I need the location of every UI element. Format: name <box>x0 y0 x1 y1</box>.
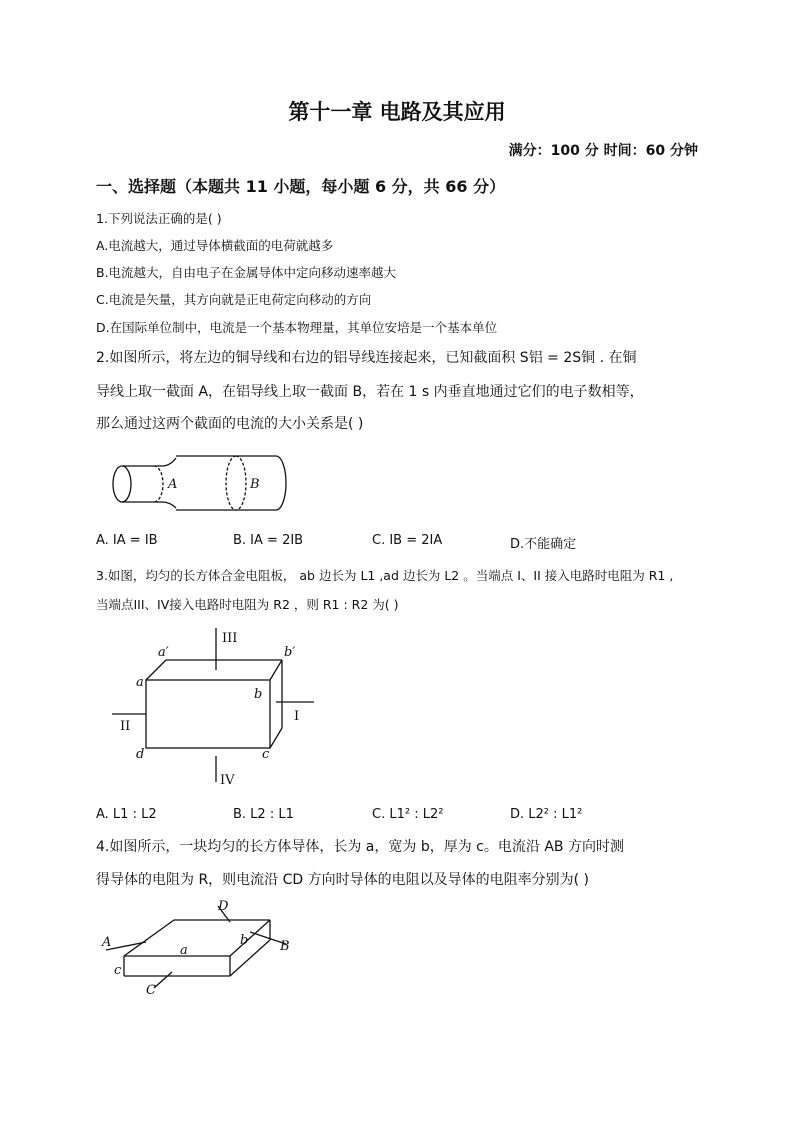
q2-option-d: D.不能确定 <box>510 537 577 552</box>
q3-option-c: C. L1² : L2² <box>372 807 444 822</box>
q4-label-c-terminal: C <box>146 983 156 998</box>
q2-option-b: B. IA = 2IB <box>233 533 304 548</box>
q2-line-2: 导线上取一截面 A，在铝导线上取一截面 B，若在 1 s 内垂直地通过它们的电子数相等， <box>96 384 644 400</box>
q3-line-2: 当端点III、IV接入电路时电阻为 R2 ，则 R1 : R2 为( ) <box>96 597 399 612</box>
q2-fig-label-a: A <box>168 477 178 492</box>
q3-plate-figure <box>104 620 324 792</box>
q4-label-b-width: b <box>240 933 249 948</box>
q1-stem: 1.下列说法正确的是( ) <box>96 211 222 226</box>
q3-terminal-iii: III <box>222 631 238 646</box>
q3-line-1: 3.如图，均匀的长方体合金电阻板， ab 边长为 L1 ,ad 边长为 L2 。当端点 I、II 接入电路时电阻为 R1 , <box>96 568 674 583</box>
q1-option-a: A.电流越大，通过导体横截面的电荷就越多 <box>96 238 334 253</box>
q2-line-3: 那么通过这两个截面的电流的大小关系是( ) <box>96 416 364 432</box>
q4-line-2: 得导体的电阻为 R，则电流沿 CD 方向时导体的电阻以及导体的电阻率分别为( ) <box>96 872 590 888</box>
q1-option-b: B.电流越大，自由电子在金属导体中定向移动速率越大 <box>96 265 397 280</box>
q3-label-b: b <box>254 687 263 702</box>
q2-wire-figure <box>104 448 294 518</box>
q3-label-c: c <box>262 747 270 762</box>
q4-label-a-length: a <box>180 943 188 958</box>
q3-label-b-prime: b′ <box>284 645 296 660</box>
q4-label-c-thickness: c <box>114 963 122 978</box>
q3-option-b: B. L2 : L1 <box>233 807 294 822</box>
q3-terminal-i: I <box>294 709 300 724</box>
page-title: 第十一章 电路及其应用 <box>288 100 506 124</box>
q3-label-d: d <box>136 747 145 762</box>
q4-label-a-terminal: A <box>102 935 112 950</box>
exam-meta: 满分：100 分 时间：60 分钟 <box>508 143 698 159</box>
q3-label-a-prime: a′ <box>158 645 169 660</box>
q2-fig-label-b: B <box>250 477 260 492</box>
q4-label-d: D <box>218 899 229 914</box>
q3-option-a: A. L1 : L2 <box>96 807 157 822</box>
q1-option-d: D.在国际单位制中，电流是一个基本物理量，其单位安培是一个基本单位 <box>96 320 498 335</box>
q1-option-c: C.电流是矢量，其方向就是正电荷定向移动的方向 <box>96 292 372 307</box>
q2-line-1: 2.如图所示，将左边的铜导线和右边的铝导线连接起来，已知截面积 S铝 = 2S铜 . 在铜 <box>96 350 637 366</box>
q3-terminal-iv: IV <box>220 773 235 788</box>
q4-line-1: 4.如图所示，一块均匀的长方体导体，长为 a，宽为 b，厚为 c。电流沿 AB 方向时测 <box>96 839 624 855</box>
q2-option-c: C. IB = 2IA <box>372 533 443 548</box>
q2-option-a: A. IA = IB <box>96 533 158 548</box>
q3-terminal-ii: II <box>120 719 131 734</box>
section-heading: 一、选择题（本题共 11 小题，每小题 6 分，共 66 分） <box>96 177 506 196</box>
q4-block-figure <box>100 896 310 1000</box>
q4-label-b-terminal: B <box>280 939 290 954</box>
q3-label-a: a <box>136 675 144 690</box>
q3-option-d: D. L2² : L1² <box>510 807 583 822</box>
